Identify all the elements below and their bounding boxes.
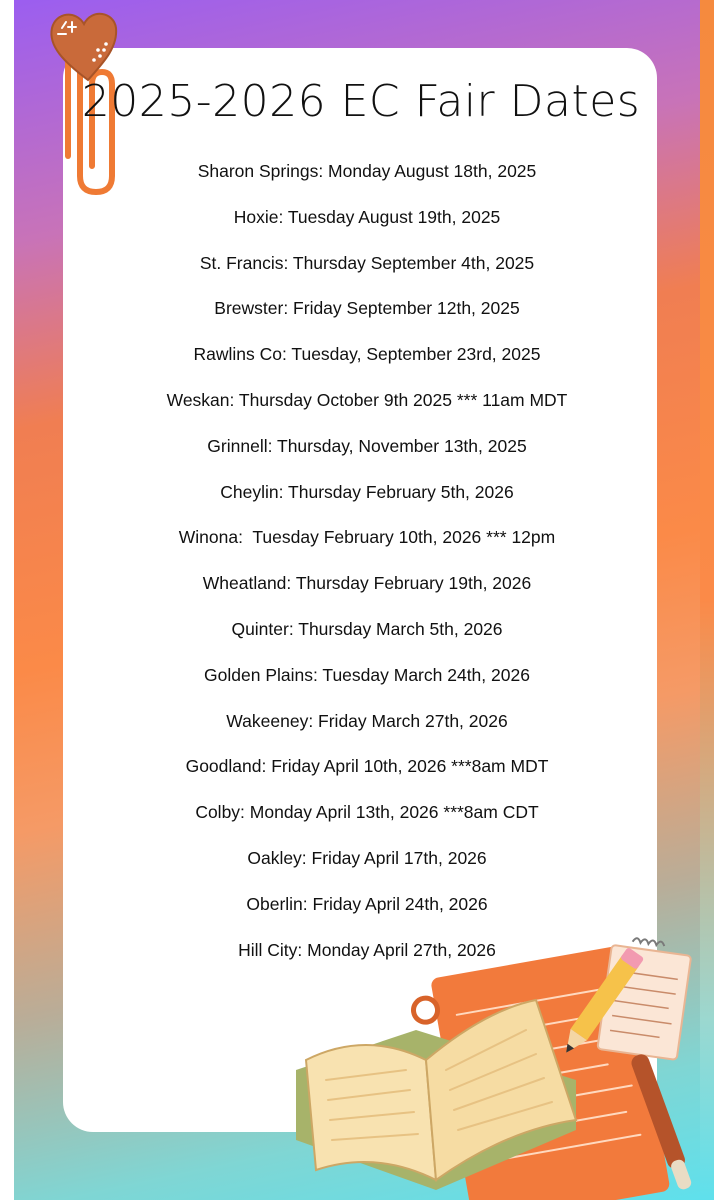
list-item: Sharon Springs: Monday August 18th, 2025 — [197, 161, 537, 181]
list-item: Brewster: Friday September 12th, 2025 — [214, 298, 520, 319]
list-item: Oberlin: Friday April 24th, 2026 — [246, 893, 488, 914]
fair-dates-list — [0, 152, 714, 976]
notebook-pencil-illustration — [286, 930, 700, 1200]
list-item: Hill City: Monday April 27th, 2026 — [238, 939, 496, 960]
list-item: Hoxie: Tuesday August 19th, 2025 — [233, 206, 501, 227]
list-item: Oakley: Friday April 17th, 2026 — [247, 847, 487, 868]
list-item: Winona: Tuesday February 10th, 2026 *** 12pm — [178, 527, 556, 548]
list-item: Cheylin: Thursday February 5th, 2026 — [220, 481, 514, 502]
list-item: Goodland: Friday April 10th, 2026 ***8am MDT — [185, 756, 549, 777]
list-item: Quinter: Thursday March 5th, 2026 — [231, 618, 503, 639]
page-title: 2025-2026 EC Fair Dates — [81, 76, 641, 127]
list-item: St. Francis: Thursday September 4th, 2025 — [199, 252, 535, 273]
list-item: Weskan: Thursday October 9th 2025 *** 11am MDT — [166, 389, 568, 410]
list-item: Wheatland: Thursday February 19th, 2026 — [202, 573, 532, 594]
list-item: Wakeeney: Friday March 27th, 2026 — [226, 710, 508, 731]
list-item: Colby: Monday April 13th, 2026 ***8am CDT — [195, 802, 539, 823]
list-item: Grinnell: Thursday, November 13th, 2025 — [207, 435, 527, 456]
list-item: Golden Plains: Tuesday March 24th, 2026 — [204, 664, 530, 685]
list-item: Rawlins Co: Tuesday, September 23rd, 2025 — [193, 344, 541, 365]
